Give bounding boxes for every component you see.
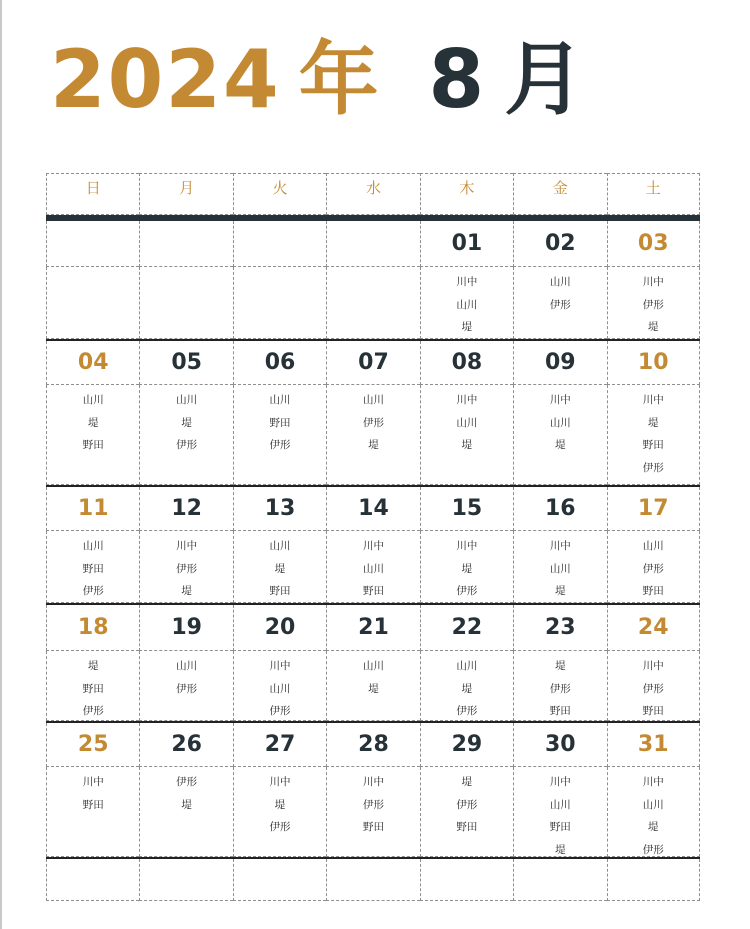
assignee-name: 山川 [269, 394, 291, 406]
day-number: 23 [513, 605, 606, 651]
day-assignees [607, 651, 700, 721]
assignee-name: 伊形 [176, 776, 198, 788]
assignee-name: 伊形 [549, 298, 571, 311]
day-number: 07 [326, 341, 419, 385]
weeks-container [46, 221, 700, 901]
weekday-header-row [46, 173, 700, 215]
page-title [50, 30, 604, 130]
day-number: 12 [139, 487, 232, 531]
day-number: 27 [233, 723, 326, 767]
title-month-unit: 月 [504, 33, 587, 126]
names-row [46, 767, 700, 857]
assignee-name: 野田 [456, 821, 478, 833]
assignee-name: 堤 [181, 798, 192, 811]
assignee-name: 山川 [82, 394, 104, 406]
day-number: 10 [607, 341, 700, 385]
assignee-name: 山川 [269, 540, 291, 552]
day-assignees [420, 385, 513, 485]
day-assignees [607, 531, 700, 603]
empty-week-row [46, 859, 700, 901]
assignee-name: 野田 [82, 682, 104, 695]
assignee-name: 伊形 [642, 298, 664, 311]
day-assignees [139, 531, 232, 603]
assignee-name: 堤 [461, 321, 473, 333]
day-number: 06 [233, 341, 326, 385]
date-row [46, 605, 700, 651]
day-assignees [46, 531, 139, 603]
day-assignees [139, 767, 232, 857]
day-number: 17 [607, 487, 700, 531]
day-assignees [513, 385, 606, 485]
weekday-thu: 木 [420, 173, 513, 215]
day-number: 25 [46, 723, 139, 767]
assignee-name: 野田 [82, 562, 104, 575]
assignee-name: 堤 [461, 439, 473, 451]
day-number: 01 [420, 221, 513, 267]
day-number: 30 [513, 723, 606, 767]
assignee-name: 山川 [549, 276, 571, 288]
title-month: 8 [428, 33, 487, 126]
date-row [46, 859, 700, 901]
assignee-name: 川中 [269, 660, 291, 672]
day-number: 28 [326, 723, 419, 767]
assignee-name: 伊形 [642, 461, 664, 474]
assignee-name: 山川 [82, 540, 104, 552]
assignee-name: 伊形 [82, 705, 104, 717]
day-assignees [420, 767, 513, 857]
day-number: 03 [607, 221, 700, 267]
day-assignees [139, 385, 232, 485]
day-number [326, 221, 419, 267]
assignee-name: 堤 [461, 562, 473, 575]
assignee-name: 堤 [555, 585, 566, 597]
assignee-name: 堤 [647, 416, 659, 429]
assignee-name: 伊形 [549, 682, 571, 695]
assignee-name: 野田 [642, 439, 664, 451]
day-assignees [46, 651, 139, 721]
assignee-name: 堤 [555, 843, 566, 856]
assignee-name: 堤 [181, 585, 192, 597]
assignee-name: 山川 [269, 682, 291, 695]
assignee-name: 山川 [642, 798, 664, 811]
assignee-name: 川中 [642, 276, 664, 288]
assignee-name: 野田 [82, 798, 104, 811]
assignee-name: 伊形 [269, 821, 291, 833]
week-row [46, 221, 700, 339]
assignee-name: 野田 [549, 705, 571, 717]
day-assignees [46, 385, 139, 485]
names-row [46, 531, 700, 603]
assignee-name: 伊形 [456, 705, 478, 717]
assignee-name: 伊形 [269, 439, 291, 451]
assignee-name: 堤 [461, 776, 473, 788]
day-assignees [139, 651, 232, 721]
day-assignees [513, 651, 606, 721]
assignee-name: 野田 [269, 585, 291, 597]
day-number: 31 [607, 723, 700, 767]
empty-day-cell [233, 859, 326, 901]
day-number: 29 [420, 723, 513, 767]
day-number: 21 [326, 605, 419, 651]
day-assignees [326, 531, 419, 603]
assignee-name: 堤 [555, 439, 566, 451]
assignee-name: 川中 [82, 776, 104, 788]
day-assignees [607, 385, 700, 485]
names-row [46, 651, 700, 721]
day-assignees [326, 651, 419, 721]
date-row [46, 723, 700, 767]
assignee-name: 堤 [274, 798, 286, 811]
assignee-name: 川中 [269, 776, 291, 788]
assignee-name: 野田 [642, 705, 664, 717]
assignee-name: 川中 [456, 276, 478, 288]
weekday-tue: 火 [233, 173, 326, 215]
left-edge-rule [0, 0, 2, 929]
weekday-mon: 月 [139, 173, 232, 215]
empty-day-cell [46, 859, 139, 901]
assignee-name: 山川 [176, 394, 198, 406]
day-number: 19 [139, 605, 232, 651]
assignee-name: 堤 [555, 660, 566, 672]
empty-day-cell [420, 859, 513, 901]
assignee-name: 堤 [368, 439, 379, 451]
assignee-name: 伊形 [176, 439, 198, 451]
assignee-name: 川中 [642, 660, 664, 672]
week-row [46, 341, 700, 485]
date-row [46, 341, 700, 385]
day-assignees [233, 385, 326, 485]
assignee-name: 山川 [176, 660, 198, 672]
assignee-name: 伊形 [82, 585, 104, 597]
assignee-name: 野田 [642, 585, 664, 597]
assignee-name: 堤 [87, 416, 99, 429]
day-number: 18 [46, 605, 139, 651]
calendar-grid [46, 173, 700, 901]
assignee-name: 山川 [456, 660, 478, 672]
day-number: 02 [513, 221, 606, 267]
assignee-name: 伊形 [176, 562, 198, 575]
assignee-name: 山川 [456, 416, 478, 429]
day-assignees [233, 531, 326, 603]
assignee-name: 伊形 [176, 682, 198, 695]
assignee-name: 伊形 [362, 416, 384, 429]
weekday-fri: 金 [513, 173, 606, 215]
day-assignees [326, 767, 419, 857]
assignee-name: 伊形 [269, 705, 291, 717]
assignee-name: 伊形 [642, 562, 664, 575]
day-assignees [420, 267, 513, 339]
names-row [46, 385, 700, 485]
week-row [46, 723, 700, 857]
day-number: 05 [139, 341, 232, 385]
day-assignees [607, 767, 700, 857]
assignee-name: 堤 [274, 562, 286, 575]
weekday-sat: 土 [607, 173, 700, 215]
day-number: 16 [513, 487, 606, 531]
assignee-name: 野田 [362, 821, 384, 833]
title-year: 2024 [50, 33, 281, 126]
empty-day-cell [139, 859, 232, 901]
assignee-name: 伊形 [642, 682, 664, 695]
title-year-unit: 年 [298, 33, 381, 126]
date-row [46, 221, 700, 267]
assignee-name: 野田 [82, 439, 104, 451]
assignee-name: 山川 [549, 798, 571, 811]
assignee-name: 山川 [456, 298, 478, 311]
day-assignees [513, 267, 606, 339]
day-assignees [513, 767, 606, 857]
assignee-name: 堤 [461, 682, 473, 695]
empty-day-cell [513, 859, 606, 901]
weekday-sun: 日 [46, 173, 139, 215]
day-number: 11 [46, 487, 139, 531]
day-assignees [513, 531, 606, 603]
day-number: 20 [233, 605, 326, 651]
assignee-name: 堤 [647, 321, 659, 333]
assignee-name: 山川 [642, 540, 664, 552]
day-assignees [233, 267, 326, 339]
day-assignees [326, 385, 419, 485]
names-row [46, 267, 700, 339]
assignee-name: 山川 [549, 562, 571, 575]
assignee-name: 川中 [362, 776, 384, 788]
assignee-name: 川中 [549, 540, 571, 552]
assignee-name: 伊形 [456, 585, 478, 597]
assignee-name: 野田 [549, 821, 571, 833]
assignee-name: 川中 [456, 540, 478, 552]
day-number: 09 [513, 341, 606, 385]
assignee-name: 山川 [362, 562, 384, 575]
day-assignees [326, 267, 419, 339]
day-number [46, 221, 139, 267]
assignee-name: 川中 [549, 776, 571, 788]
day-number [233, 221, 326, 267]
day-assignees [233, 767, 326, 857]
assignee-name: 川中 [642, 776, 664, 788]
assignee-name: 伊形 [642, 843, 664, 856]
week-row [46, 487, 700, 603]
day-number: 22 [420, 605, 513, 651]
assignee-name: 伊形 [456, 798, 478, 811]
empty-day-cell [326, 859, 419, 901]
day-number: 13 [233, 487, 326, 531]
assignee-name: 川中 [176, 540, 198, 552]
day-assignees [420, 531, 513, 603]
day-number: 15 [420, 487, 513, 531]
assignee-name: 堤 [647, 821, 659, 833]
day-assignees [139, 267, 232, 339]
week-row [46, 605, 700, 721]
date-row [46, 487, 700, 531]
assignee-name: 堤 [87, 660, 99, 672]
assignee-name: 山川 [362, 660, 384, 672]
assignee-name: 山川 [549, 416, 571, 429]
assignee-name: 山川 [362, 394, 384, 406]
assignee-name: 川中 [362, 540, 384, 552]
assignee-name: 川中 [456, 394, 478, 406]
assignee-name: 野田 [362, 585, 384, 597]
assignee-name: 堤 [181, 416, 192, 429]
day-assignees [420, 651, 513, 721]
day-number: 24 [607, 605, 700, 651]
assignee-name: 野田 [269, 416, 291, 429]
day-number: 14 [326, 487, 419, 531]
day-number [139, 221, 232, 267]
day-assignees [233, 651, 326, 721]
assignee-name: 川中 [549, 394, 571, 406]
weekday-wed: 水 [326, 173, 419, 215]
day-assignees [46, 267, 139, 339]
day-number: 26 [139, 723, 232, 767]
day-assignees [607, 267, 700, 339]
day-number: 04 [46, 341, 139, 385]
assignee-name: 堤 [368, 682, 379, 695]
day-number: 08 [420, 341, 513, 385]
empty-day-cell [607, 859, 700, 901]
assignee-name: 伊形 [362, 798, 384, 811]
day-assignees [46, 767, 139, 857]
assignee-name: 川中 [642, 394, 664, 406]
